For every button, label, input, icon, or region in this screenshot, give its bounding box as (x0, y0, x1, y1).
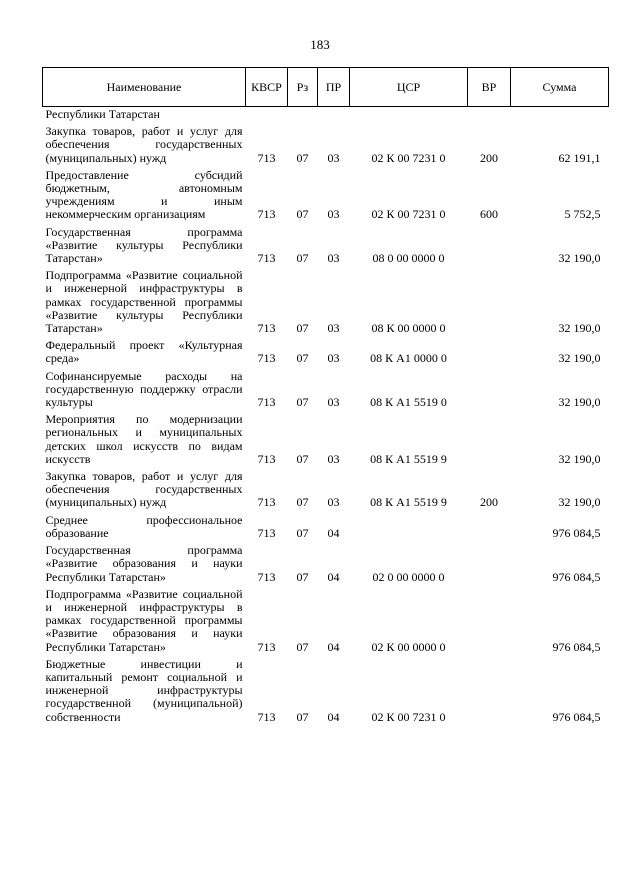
row-sum (511, 107, 609, 122)
header-rz: Рз (288, 68, 318, 107)
row-pr: 03 (327, 451, 340, 466)
row-csr: 08 К 00 0000 0 (371, 321, 446, 336)
row-rz: 07 (296, 495, 309, 510)
row-sum: 976 084,5 (552, 569, 601, 584)
row-name: Софинансируемые расходы на государственную поддержку отрасли культуры (45, 368, 243, 410)
row-sum: 62 191,1 (558, 150, 601, 165)
header-row (43, 68, 609, 107)
row-sum: 32 190,0 (558, 251, 601, 266)
page-number: 183 (310, 37, 330, 52)
table-row (43, 466, 609, 510)
budget-table (42, 67, 609, 724)
row-rz: 07 (296, 709, 309, 724)
row-rz: 07 (296, 639, 309, 654)
row-rz: 07 (296, 150, 309, 165)
row-name: Республики Татарстан (45, 107, 160, 121)
row-csr: 08 К А1 5519 9 (370, 495, 447, 510)
row-vr (468, 654, 511, 724)
table-row (43, 654, 609, 724)
row-sum: 5 752,5 (564, 207, 601, 222)
row-kvsr (246, 107, 288, 122)
header-vr: ВР (468, 68, 511, 107)
row-vr: 200 (480, 495, 498, 510)
table-row (43, 165, 609, 222)
row-sum: 32 190,0 (558, 351, 601, 366)
header-sum: Сумма (511, 68, 609, 107)
table-row (43, 121, 609, 165)
row-kvsr: 713 (257, 150, 276, 165)
row-vr (468, 584, 511, 654)
row-name: Закупка товаров, работ и услуг для обеспечения государственных (муниципальных) нужд (45, 469, 243, 510)
row-rz: 07 (296, 251, 309, 266)
row-csr: 02 К 00 7231 0 (371, 709, 446, 724)
row-csr (350, 510, 468, 540)
row-rz: 07 (296, 569, 309, 584)
row-name: Подпрограмма «Развитие социальной и инженерной инфраструктуры в рамках государственной программы «Развитие культуры Республики Татарстан» (45, 268, 243, 336)
row-kvsr: 713 (257, 395, 276, 410)
table-row (43, 540, 609, 584)
row-rz: 07 (296, 207, 309, 222)
table-row (43, 265, 609, 335)
row-csr: 08 К А1 0000 0 (370, 351, 447, 366)
row-sum: 32 190,0 (558, 321, 601, 336)
row-vr (468, 222, 511, 266)
row-kvsr: 713 (257, 525, 276, 540)
row-name: Закупка товаров, работ и услуг для обеспечения государственных (муниципальных) нужд (45, 124, 243, 165)
row-name: Государственная программа «Развитие культуры Республики Татарстан» (45, 224, 243, 266)
row-name: Подпрограмма «Развитие социальной и инженерной инфраструктуры в рамках государственной программы «Развитие образования и науки Республики Татарстан» (45, 586, 243, 654)
row-pr: 04 (327, 639, 340, 654)
row-vr (468, 265, 511, 335)
row-pr: 03 (327, 150, 340, 165)
row-kvsr: 713 (257, 451, 276, 466)
row-name: Среднее профессиональное образование (45, 512, 243, 540)
row-pr: 03 (327, 395, 340, 410)
row-name: Бюджетные инвестиции и капитальный ремонт социальной и инженерной инфраструктуры государственной (муниципальной) собственности (45, 656, 243, 724)
row-vr (468, 540, 511, 584)
row-pr: 03 (327, 351, 340, 366)
row-rz: 07 (296, 525, 309, 540)
table-row (43, 510, 609, 540)
row-csr (350, 107, 468, 122)
row-sum: 976 084,5 (552, 639, 601, 654)
row-kvsr: 713 (257, 709, 276, 724)
table-row (43, 584, 609, 654)
row-kvsr: 713 (257, 251, 276, 266)
row-csr: 02 К 00 7231 0 (371, 150, 446, 165)
header-csr: ЦСР (350, 68, 468, 107)
row-vr (468, 107, 511, 122)
row-kvsr: 713 (257, 207, 276, 222)
row-vr (468, 409, 511, 466)
row-sum: 32 190,0 (558, 395, 601, 410)
table-row (43, 366, 609, 410)
row-kvsr: 713 (257, 321, 276, 336)
row-sum: 976 084,5 (552, 525, 601, 540)
row-csr: 08 К А1 5519 9 (370, 451, 447, 466)
row-pr: 03 (327, 207, 340, 222)
row-sum: 976 084,5 (552, 709, 601, 724)
row-pr: 04 (327, 709, 340, 724)
table-row (43, 335, 609, 365)
row-name: Федеральный проект «Культурная среда» (45, 338, 243, 366)
row-sum: 32 190,0 (558, 451, 601, 466)
header-kvsr: КВСР (246, 68, 288, 107)
row-vr: 200 (480, 150, 498, 165)
row-csr: 08 0 00 0000 0 (372, 251, 445, 266)
row-pr: 04 (327, 525, 340, 540)
row-vr (468, 366, 511, 410)
row-name: Мероприятия по модернизации региональных и муниципальных детских школ искусств по видам искусств (45, 412, 243, 466)
row-rz: 07 (296, 321, 309, 336)
row-pr: 03 (327, 495, 340, 510)
row-vr: 600 (480, 207, 498, 222)
row-kvsr: 713 (257, 569, 276, 584)
row-rz: 07 (296, 395, 309, 410)
row-pr (318, 107, 350, 122)
header-pr: ПР (318, 68, 350, 107)
row-pr: 03 (327, 251, 340, 266)
row-rz: 07 (296, 351, 309, 366)
row-rz: 07 (296, 451, 309, 466)
row-csr: 08 К А1 5519 0 (370, 395, 447, 410)
table-row (43, 222, 609, 266)
header-name: Наименование (43, 68, 246, 107)
table-row (43, 107, 609, 122)
row-kvsr: 713 (257, 495, 276, 510)
row-pr: 03 (327, 321, 340, 336)
row-name: Предоставление субсидий бюджетным, автономным учреждениям и иным некоммерческим организациям (45, 167, 243, 222)
row-sum: 32 190,0 (558, 495, 601, 510)
row-pr: 04 (327, 569, 340, 584)
row-rz (288, 107, 318, 122)
row-vr (468, 510, 511, 540)
row-kvsr: 713 (257, 639, 276, 654)
row-csr: 02 К 00 0000 0 (371, 639, 446, 654)
table-row (43, 409, 609, 466)
row-csr: 02 К 00 7231 0 (371, 207, 446, 222)
row-csr: 02 0 00 0000 0 (372, 569, 445, 584)
row-vr (468, 335, 511, 365)
row-name: Государственная программа «Развитие образования и науки Республики Татарстан» (45, 543, 243, 584)
row-kvsr: 713 (257, 351, 276, 366)
